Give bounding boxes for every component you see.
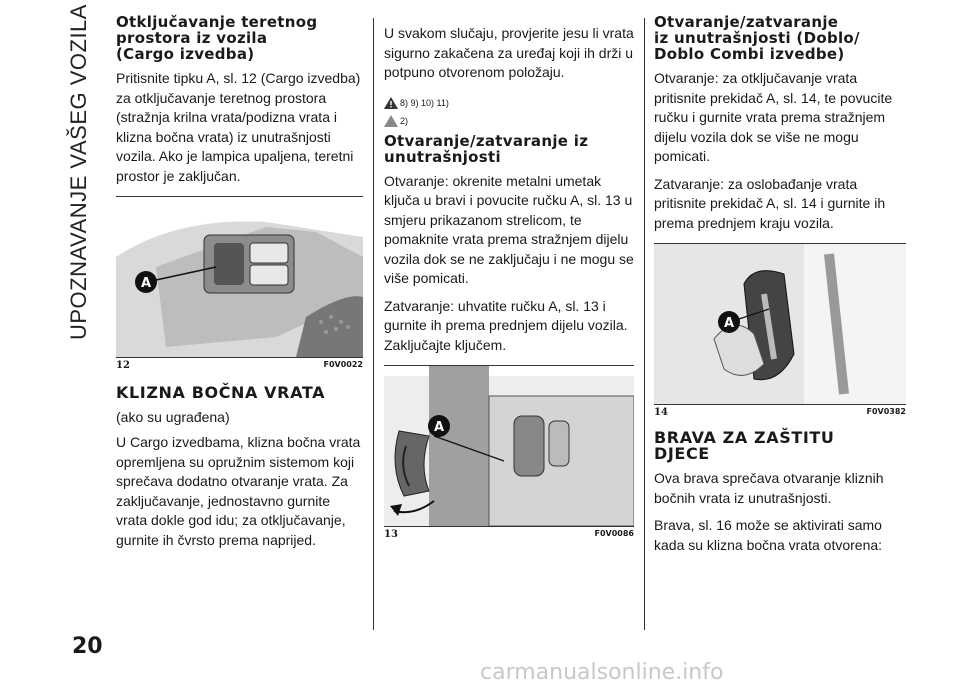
figure-number: 12 xyxy=(116,360,130,371)
figure-code: F0V0086 xyxy=(594,529,634,538)
figure-caption xyxy=(654,404,906,418)
section-heading-doblo: Otvaranje/zatvaranje iz unutrašnjosti (Doblo/ Doblo Combi izvedbe) xyxy=(654,13,860,63)
warning-triangle-icon xyxy=(384,97,398,109)
body-text: Ova brava sprečava otvaranje kliznih bočnih vrata iz unutrašnjosti. xyxy=(654,470,884,506)
figure-code: F0V0382 xyxy=(866,407,906,416)
figure-13 xyxy=(384,365,634,540)
section-heading-child-lock: BRAVA ZA ZAŠTITU DJECE xyxy=(654,428,835,463)
section-heading-open-close: Otvaranje/zatvaranje iz unutrašnjosti xyxy=(384,131,589,166)
body-text: U Cargo izvedbama, klizna bočna vrata opremljena su opružnim sistemom koji sprečava dodatno otvaranje vrata. Za zaključavanje, jednostavno gurnite vrata dokle god idu; za otključavanje, gurnite ih čvrsto prema naprijed. xyxy=(116,434,361,548)
callout-a-label: A xyxy=(723,316,735,331)
body-text: Brava, sl. 16 može se aktivirati samo kada su klizna bočna vrata otvorena: xyxy=(654,517,883,553)
figure-14 xyxy=(654,243,906,418)
body-text: U svakom slučaju, provjerite jesu li vrata sigurno zakačena za uređaj koji ih drži u potpuno otvorenom položaju. xyxy=(384,25,634,80)
notice-reference: 2) xyxy=(384,115,634,127)
body-text: Zatvaranje: za oslobađanje vrata pritisnite prekidač A, sl. 14 i gurnite ih prema prednjem kraju vozila. xyxy=(654,175,886,231)
subnote: (ako su ugrađena) xyxy=(116,409,230,425)
body-text: Otvaranje: okrenite metalni umetak ključa u bravi i povucite ručku A, sl. 13 u smjeru prikazanom strelicom, te pomaknite vrata prema stražnjem dijelu vozila dok se ne zaključaju i ne mogu se više pomicati. xyxy=(384,172,634,286)
column-divider xyxy=(373,18,374,630)
notice-icon xyxy=(384,115,398,127)
column-1 xyxy=(116,14,363,558)
callout-a-label: A xyxy=(140,276,152,291)
figure-code: F0V0022 xyxy=(323,360,363,369)
warning-reference: 8) 9) 10) 11) xyxy=(384,97,634,109)
watermark: carmanualsonline.info xyxy=(480,660,724,685)
door-switch-illustration xyxy=(116,197,363,357)
figure-number: 13 xyxy=(384,529,398,540)
door-handle-illustration xyxy=(384,366,634,526)
page-number: 20 xyxy=(72,634,103,659)
figure-12 xyxy=(116,196,363,371)
figure-caption xyxy=(384,526,634,540)
column-2 xyxy=(384,14,634,540)
section-heading-sliding-door: KLIZNA BOČNA VRATA xyxy=(116,383,326,402)
column-divider xyxy=(644,18,645,630)
interior-handle-illustration xyxy=(654,244,906,404)
callout-a-label: A xyxy=(433,420,445,435)
body-text: Pritisnite tipku A, sl. 12 (Cargo izvedba) za otključavanje teretnog prostora (stražnja krilna vrata/podizna vrata i klizna bočna vrata) iz unutrašnjosti vozila. Ako je lampica upaljena, teretni prostor je zaključan. xyxy=(116,70,361,184)
body-text: Otvaranje: za otključavanje vrata pritisnite prekidač A, sl. 14, te povucite ručku i gurnite vrata prema stražnjem dijelu vozila dok se više ne mogu pomicati. xyxy=(654,70,893,164)
figure-caption xyxy=(116,357,363,371)
section-heading-cargo: Otključavanje teretnog prostora iz vozila (Cargo izvedba) xyxy=(116,13,318,63)
body-text: Zatvaranje: uhvatite ručku A, sl. 13 i gurnite ih prema prednjem dijelu vozila. Zaključajte ključem. xyxy=(384,297,628,353)
section-side-title: UPOZNAVANJE VAŠEG VOZILA xyxy=(66,4,91,340)
column-3 xyxy=(654,14,906,563)
figure-number: 14 xyxy=(654,407,668,418)
